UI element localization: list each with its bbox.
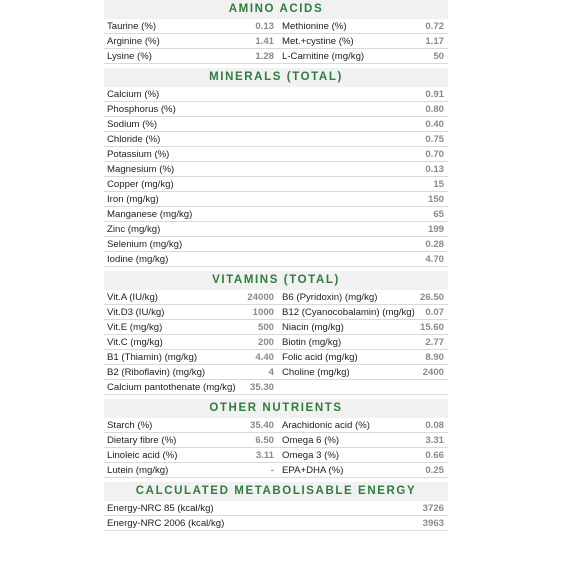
table-row <box>104 87 448 102</box>
table-row <box>104 207 448 222</box>
table-row <box>104 501 448 516</box>
right-cell <box>280 380 448 394</box>
left-cell <box>104 305 280 319</box>
left-cell <box>104 380 280 394</box>
nutrient-value: 3.11 <box>255 450 274 461</box>
nutrient-label: Omega 6 (%) <box>282 435 340 446</box>
nutrient-value: 0.91 <box>425 89 444 100</box>
nutrient-value: 35.30 <box>249 382 274 393</box>
right-cell <box>280 350 448 364</box>
nutrient-value: 1.28 <box>255 51 274 62</box>
energy-section <box>104 482 448 531</box>
right-cell <box>280 320 448 334</box>
left-cell <box>104 463 280 477</box>
nutrient-label: EPA+DHA (%) <box>282 465 344 476</box>
nutrient-value: 1.41 <box>255 36 274 47</box>
nutrient-label: Phosphorus (%) <box>107 104 176 115</box>
nutrient-value: 0.13 <box>425 164 444 175</box>
nutrient-label: B6 (Pyridoxin) (mg/kg) <box>282 292 378 303</box>
nutrient-value: 0.72 <box>425 21 444 32</box>
nutrient-value: 2400 <box>422 367 444 378</box>
nutrient-value: 0.13 <box>255 21 274 32</box>
table-row <box>104 162 448 177</box>
nutrient-label: Sodium (%) <box>107 119 158 130</box>
energy-title: CALCULATED METABOLISABLE ENERGY <box>104 482 448 501</box>
nutrient-label: Chloride (%) <box>107 134 161 145</box>
nutrition-table <box>104 0 448 531</box>
table-row <box>104 380 448 395</box>
table-row <box>104 516 448 531</box>
table-row <box>104 49 448 64</box>
nutrient-label: Vit.D3 (IU/kg) <box>107 307 165 318</box>
table-row <box>104 290 448 305</box>
nutrient-value: 4.40 <box>255 352 274 363</box>
table-row <box>104 34 448 49</box>
nutrient-label: Iodine (mg/kg) <box>107 254 169 265</box>
nutrient-label: Methionine (%) <box>282 21 347 32</box>
left-cell <box>104 320 280 334</box>
nutrient-value: 200 <box>257 337 274 348</box>
full-cell <box>104 252 448 266</box>
nutrient-label: Arginine (%) <box>107 36 160 47</box>
full-cell <box>104 516 448 530</box>
nutrient-value: 2.77 <box>425 337 444 348</box>
nutrient-value: 24000 <box>247 292 274 303</box>
nutrient-value: 3963 <box>422 518 444 529</box>
nutrient-label: Calcium pantothenate (mg/kg) <box>107 382 236 393</box>
table-row <box>104 237 448 252</box>
left-cell <box>104 418 280 432</box>
left-cell <box>104 433 280 447</box>
left-cell <box>104 365 280 379</box>
nutrient-value: 3.31 <box>425 435 444 446</box>
vitamins-title: VITAMINS (TOTAL) <box>104 271 448 290</box>
full-cell <box>104 207 448 221</box>
nutrient-label: B2 (Riboflavin) (mg/kg) <box>107 367 206 378</box>
nutrient-label: Biotin (mg/kg) <box>282 337 342 348</box>
nutrient-label: Zinc (mg/kg) <box>107 224 161 235</box>
right-cell <box>280 34 448 48</box>
nutrient-value: 15 <box>433 179 444 190</box>
table-row <box>104 117 448 132</box>
left-cell <box>104 350 280 364</box>
nutrient-label: Niacin (mg/kg) <box>282 322 344 333</box>
table-row <box>104 222 448 237</box>
right-cell <box>280 49 448 63</box>
full-cell <box>104 501 448 515</box>
table-row <box>104 418 448 433</box>
nutrient-value: 0.25 <box>425 465 444 476</box>
nutrient-value: 26.50 <box>419 292 444 303</box>
table-row <box>104 192 448 207</box>
nutrient-value: 4 <box>268 367 274 378</box>
energy-rows <box>104 501 448 531</box>
table-row <box>104 433 448 448</box>
nutrient-label: Lutein (mg/kg) <box>107 465 169 476</box>
right-cell <box>280 19 448 33</box>
table-row <box>104 132 448 147</box>
nutrient-value: 65 <box>433 209 444 220</box>
other-nutrients-title: OTHER NUTRIENTS <box>104 399 448 418</box>
table-row <box>104 320 448 335</box>
nutrient-value: 199 <box>427 224 444 235</box>
nutrient-label: Folic acid (mg/kg) <box>282 352 358 363</box>
table-row <box>104 350 448 365</box>
left-cell <box>104 448 280 462</box>
full-cell <box>104 177 448 191</box>
nutrient-label: Vit.C (mg/kg) <box>107 337 163 348</box>
nutrient-value: 6.50 <box>255 435 274 446</box>
nutrient-label: Met.+cystine (%) <box>282 36 354 47</box>
nutrient-value: 0.80 <box>425 104 444 115</box>
nutrient-label: Manganese (mg/kg) <box>107 209 193 220</box>
nutrient-label: Calcium (%) <box>107 89 160 100</box>
table-row <box>104 19 448 34</box>
nutrient-label: Arachidonic acid (%) <box>282 420 370 431</box>
full-cell <box>104 102 448 116</box>
nutrient-label: Dietary fibre (%) <box>107 435 177 446</box>
right-cell <box>280 418 448 432</box>
nutrient-value: 35.40 <box>249 420 274 431</box>
nutrient-value: 0.70 <box>425 149 444 160</box>
nutrient-value: 4.70 <box>425 254 444 265</box>
table-row <box>104 365 448 380</box>
nutrient-label: Selenium (mg/kg) <box>107 239 183 250</box>
nutrient-label: Magnesium (%) <box>107 164 175 175</box>
right-cell <box>280 290 448 304</box>
nutrient-label: Choline (mg/kg) <box>282 367 350 378</box>
left-cell <box>104 34 280 48</box>
nutrient-label: Iron (mg/kg) <box>107 194 159 205</box>
nutrient-label: Vit.A (IU/kg) <box>107 292 159 303</box>
nutrient-value: 1.17 <box>425 36 444 47</box>
nutrient-label: L-Carnitine (mg/kg) <box>282 51 365 62</box>
nutrient-value: 0.08 <box>425 420 444 431</box>
nutrient-label: B1 (Thiamin) (mg/kg) <box>107 352 198 363</box>
full-cell <box>104 87 448 101</box>
nutrient-label: Vit.E (mg/kg) <box>107 322 163 333</box>
nutrient-label: Potassium (%) <box>107 149 170 160</box>
nutrient-value: 0.40 <box>425 119 444 130</box>
right-cell <box>280 463 448 477</box>
right-cell <box>280 305 448 319</box>
table-row <box>104 448 448 463</box>
nutrient-value: 15.60 <box>419 322 444 333</box>
minerals-title: MINERALS (TOTAL) <box>104 68 448 87</box>
nutrient-value: 0.28 <box>425 239 444 250</box>
left-cell <box>104 335 280 349</box>
nutrient-label: Lysine (%) <box>107 51 152 62</box>
nutrient-value: 0.66 <box>425 450 444 461</box>
nutrient-label: Starch (%) <box>107 420 153 431</box>
other-nutrients-rows <box>104 418 448 478</box>
table-row <box>104 305 448 320</box>
nutrient-value: 50 <box>433 51 444 62</box>
vitamins-section <box>104 271 448 395</box>
amino-acids-rows <box>104 19 448 64</box>
nutrient-value: 8.90 <box>425 352 444 363</box>
nutrient-label: B12 (Cyanocobalamin) (mg/kg) <box>282 307 415 318</box>
right-cell <box>280 365 448 379</box>
table-row <box>104 252 448 267</box>
other-nutrients-section <box>104 399 448 478</box>
right-cell <box>280 433 448 447</box>
nutrient-value: - <box>270 465 274 476</box>
full-cell <box>104 237 448 251</box>
full-cell <box>104 162 448 176</box>
full-cell <box>104 132 448 146</box>
nutrient-value: 1000 <box>252 307 274 318</box>
table-row <box>104 102 448 117</box>
nutrient-label: Energy-NRC 85 (kcal/kg) <box>107 503 214 514</box>
full-cell <box>104 222 448 236</box>
nutrient-label: Taurine (%) <box>107 21 157 32</box>
table-row <box>104 177 448 192</box>
nutrient-value: 500 <box>257 322 274 333</box>
table-row <box>104 147 448 162</box>
left-cell <box>104 19 280 33</box>
minerals-rows <box>104 87 448 267</box>
vitamins-rows <box>104 290 448 395</box>
left-cell <box>104 290 280 304</box>
right-cell <box>280 448 448 462</box>
full-cell <box>104 117 448 131</box>
amino-acids-title: AMINO ACIDS <box>104 0 448 19</box>
nutrient-value: 150 <box>427 194 444 205</box>
table-row <box>104 335 448 350</box>
nutrient-value: 0.75 <box>425 134 444 145</box>
full-cell <box>104 147 448 161</box>
nutrient-value: 3726 <box>422 503 444 514</box>
nutrient-label: Copper (mg/kg) <box>107 179 174 190</box>
nutrient-label: Omega 3 (%) <box>282 450 340 461</box>
minerals-section <box>104 68 448 267</box>
nutrient-label: Linoleic acid (%) <box>107 450 178 461</box>
right-cell <box>280 335 448 349</box>
amino-acids-section <box>104 0 448 64</box>
nutrient-value: 0.07 <box>425 307 444 318</box>
full-cell <box>104 192 448 206</box>
left-cell <box>104 49 280 63</box>
nutrient-label: Energy-NRC 2006 (kcal/kg) <box>107 518 225 529</box>
table-row <box>104 463 448 478</box>
